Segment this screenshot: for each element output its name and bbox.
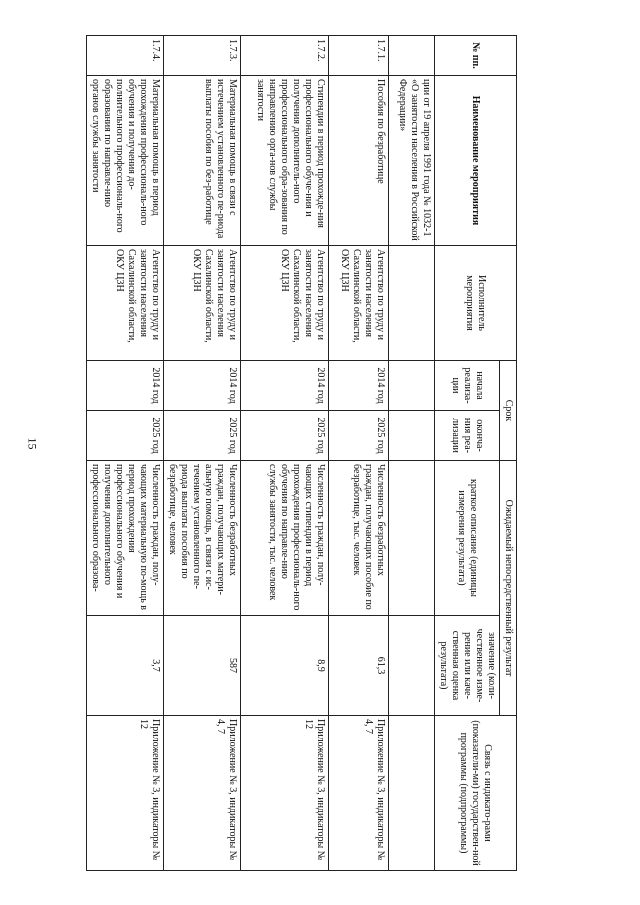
- row-value: 3,7: [87, 616, 164, 716]
- header-term-start: начала реализа-ции: [435, 361, 500, 411]
- header-num: № пп.: [435, 36, 517, 76]
- header-link: Связь с индикато-рами (показатели-ми) государствен-ной программы (подпрограммы): [435, 716, 517, 871]
- row-start: [389, 361, 435, 411]
- header-expected-value: значение (коли-чественное изме-рение или каче-ственная оценка результата): [435, 616, 500, 716]
- row-name: Стипендии в период прохожде-ния профессионального обуче-ния и получения дополнитель-ного профессионального обра-зования по направлению орга-нов службы занятости: [241, 76, 329, 246]
- row-desc: Численность безработных граждан, получающих пособие по безработице, тыс. человек: [329, 461, 389, 616]
- header-expected: Ожидаемый непосредственный результат: [500, 461, 517, 716]
- row-value: 61,3: [329, 616, 389, 716]
- row-start: 2014 год: [329, 361, 389, 411]
- header-name: Наименование мероприятия: [435, 76, 517, 246]
- table-row: [164, 36, 241, 871]
- table-row: [87, 36, 164, 871]
- row-num: 1.7.4.: [87, 36, 164, 76]
- row-value: 587: [164, 616, 241, 716]
- row-executor: Агентство по труду и занятости населения Сахалинской области, ОКУ ЦЗН: [87, 246, 164, 361]
- measures-table: [86, 35, 517, 871]
- row-desc: Численность безработных граждан, получающих матери-альную помощь, в связи с ис-течением установленного пе-риода выплаты пособия по безработице, человек: [164, 461, 241, 616]
- row-name: Пособия по безработице: [329, 76, 389, 246]
- row-end: 2025 год: [241, 411, 329, 461]
- row-start: 2014 год: [87, 361, 164, 411]
- rotated-page: [90, 35, 517, 870]
- header-row-1: [500, 36, 517, 871]
- row-value: [389, 616, 435, 716]
- row-end: [389, 411, 435, 461]
- row-executor: Агентство по труду и занятости населения Сахалинской области, ОКУ ЦЗН: [329, 246, 389, 361]
- row-end: 2025 год: [329, 411, 389, 461]
- row-name: Материальная помощь в связи с истечением установленного пе-риода выплаты пособия по без-работице: [164, 76, 241, 246]
- row-executor: Агентство по труду и занятости населения Сахалинской области, ОКУ ЦЗН: [241, 246, 329, 361]
- row-num: 1.7.3.: [164, 36, 241, 76]
- row-link: Приложение № 3, индикаторы № 12: [87, 716, 164, 871]
- row-desc: Численность граждан, полу-чающих стипендии в период прохождения профессиональ-ного обучения по направле-нию службы занятости, тыс. человек: [241, 461, 329, 616]
- header-executor: Исполнитель мероприятия: [435, 246, 517, 361]
- row-start: 2014 год: [164, 361, 241, 411]
- row-num: 1.7.1.: [329, 36, 389, 76]
- row-end: 2025 год: [164, 411, 241, 461]
- page-number: 15: [25, 437, 40, 450]
- header-term-end: оконча-ния реа-лизации: [435, 411, 500, 461]
- row-name: Материальная помощь в период прохождения профессиональ-ного обучения и получения до-полнительного профессиональ-ного образования по направле-нию органов службы занятости: [87, 76, 164, 246]
- table-row: [329, 36, 389, 871]
- header-term: Срок: [500, 361, 517, 461]
- row-desc: [389, 461, 435, 616]
- row-start: 2014 год: [241, 361, 329, 411]
- row-executor: [389, 246, 435, 361]
- row-link: Приложение № 3, индикаторы № 12: [241, 716, 329, 871]
- table-row: [389, 36, 435, 871]
- row-desc: Численность граждан, полу-чающих материальную по-мощь в период прохождения профессионального обучения и получения дополнительного профессионального образова-: [87, 461, 164, 616]
- row-link: [389, 716, 435, 871]
- row-num: 1.7.2.: [241, 36, 329, 76]
- table-row: [241, 36, 329, 871]
- row-value: 8,9: [241, 616, 329, 716]
- row-num: [389, 36, 435, 76]
- row-link: Приложение № 3, индикаторы № 4, 7: [164, 716, 241, 871]
- row-link: Приложение № 3, индикаторы № 4, 7: [329, 716, 389, 871]
- row-end: 2025 год: [87, 411, 164, 461]
- row-name: ции от 19 апреля 1991 года № 1032-1 «О занятости населения в Российской Федерации»: [389, 76, 435, 246]
- row-executor: Агентство по труду и занятости населения Сахалинской области, ОКУ ЦЗН: [164, 246, 241, 361]
- header-expected-desc: краткое описание (единицы измерения результата): [435, 461, 500, 616]
